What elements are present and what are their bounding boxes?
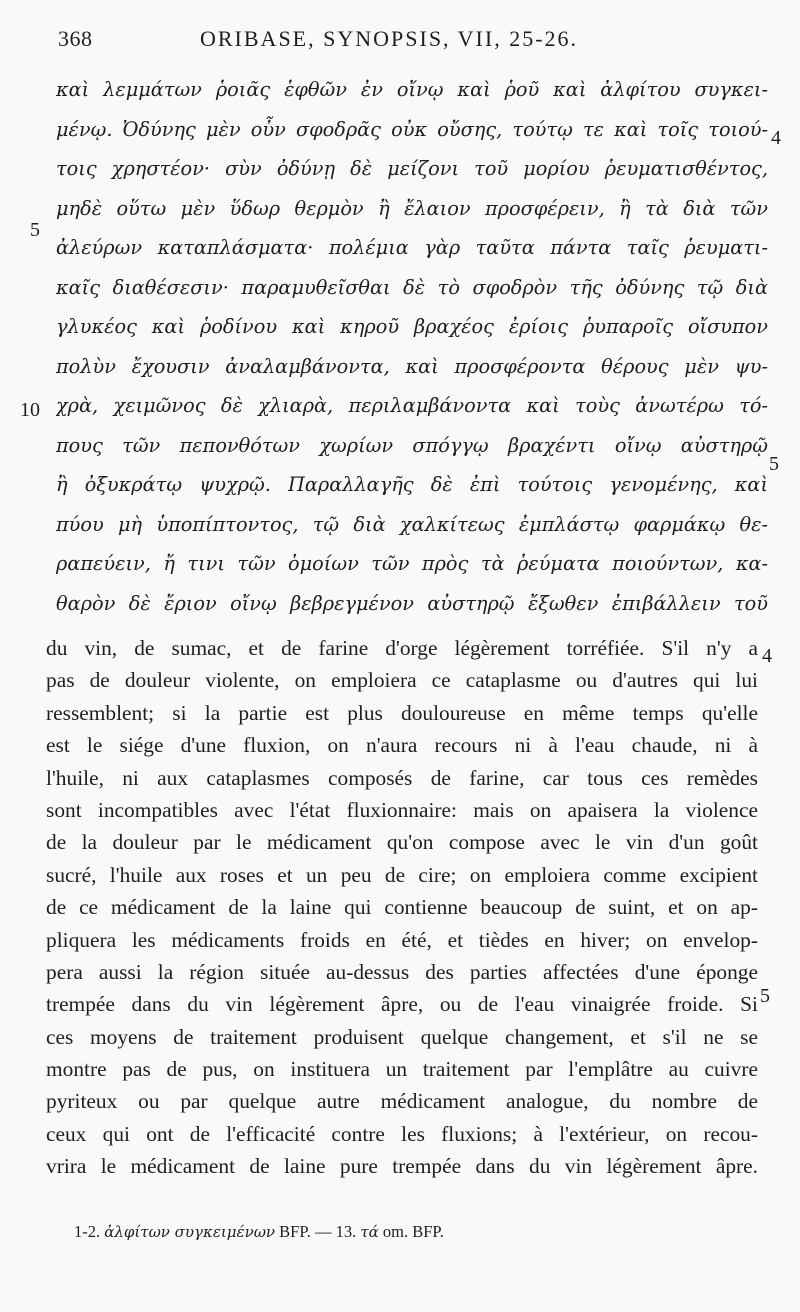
greek-line: γλυκέος καὶ ῥοδίνου καὶ κηροῦ βραχέος ἐρίοις ῥυπαροῖς οἴσυπον: [56, 315, 768, 338]
french-line: montre pas de pus, on instituera un traitement par l'emplâtre au cuivre: [46, 1057, 758, 1082]
greek-margin-section-number: 4: [771, 127, 781, 149]
greek-line: πύου μὴ ὑποπίπτοντος, τῷ διὰ χαλκίτεως ἐμπλάστῳ φαρμάκῳ θε-: [56, 512, 768, 536]
greek-line: χρὰ, χειμῶνος δὲ χλιαρὰ, περιλαμβάνοντα καὶ τοὺς ἀνωτέρω τό-: [56, 394, 768, 417]
greek-line: καῖς διαθέσεσιν· παραμυθεῖσθαι δὲ τὸ σφοδρὸν τῆς ὀδύνης τῷ διὰ: [56, 275, 768, 299]
greek-line: πολὺν ἔχουσιν ἀναλαμβάνοντα, καὶ προσφέροντα θέρους μὲν ψυ-: [56, 354, 768, 378]
running-header: [58, 24, 758, 58]
french-line: de la douleur par le médicament qu'on compose avec le vin d'un goût: [46, 830, 758, 855]
french-line: pliquera les médicaments froids en été, et tièdes en hiver; on envelop-: [46, 927, 758, 952]
french-line: sucré, l'huile aux roses et un peu de cire; on emploiera comme excipient: [46, 862, 758, 887]
greek-margin-section-number: 5: [769, 453, 779, 475]
french-translation-block: [46, 632, 758, 1183]
greek-line: ἢ ὀξυκράτῳ ψυχρῷ. Παραλλαγῆς δὲ ἐπὶ τούτοις γενομένης, καὶ: [56, 473, 768, 496]
footnote-greek: ἀλφίτων συγκειμένων: [104, 1223, 276, 1241]
french-line: du vin, de sumac, et de farine d'orge légèrement torréfiée. S'il n'y a: [46, 636, 758, 660]
french-margin-section-number: 5: [760, 985, 770, 1007]
greek-line: ἀλεύρων καταπλάσματα· πολέμια γὰρ ταῦτα πάντα ταῖς ῥευματι-: [56, 236, 768, 259]
french-line: pyriteux ou par quelque autre médicament analogue, du nombre de: [46, 1089, 758, 1114]
french-line: pera aussi la région située au-dessus des parties affectées d'une éponge: [46, 959, 758, 984]
footnote-sigla: BFP. —: [279, 1222, 332, 1241]
footnote-ref: 1-2.: [74, 1222, 101, 1241]
french-line: ressemblent; si la partie est plus douloureuse en même temps qu'elle: [46, 700, 758, 725]
greek-line: πους τῶν πεπονθότων χωρίων σπόγγῳ βραχέντι οἴνῳ αὐστηρῷ: [56, 433, 768, 457]
greek-text-block: [56, 70, 768, 623]
french-margin-section-number: 4: [762, 645, 772, 667]
french-line: l'huile, ni aux cataplasmes composés de farine, car tous ces remèdes: [46, 765, 758, 790]
french-line: ces moyens de traitement produisent quelque changement, et s'il ne se: [46, 1024, 758, 1049]
greek-line: καὶ λεμμάτων ῥοιᾶς ἑφθῶν ἐν οἴνῳ καὶ ῥοῦ καὶ ἀλφίτου συγκει-: [56, 78, 768, 101]
greek-line: τοις χρηστέον· σὺν ὀδύνῃ δὲ μείζονι τοῦ μορίου ῥευματισθέντος,: [56, 157, 768, 180]
running-title: ORIBASE, SYNOPSIS, VII, 25-26.: [200, 26, 579, 51]
french-line: ceux qui ont de l'efficacité contre les fluxions; à l'extérieur, on recou-: [46, 1121, 758, 1146]
french-line: vrira le médicament de laine pure trempée dans du vin légèrement âpre.: [46, 1154, 758, 1179]
greek-line: μένῳ. Ὀδύνης μὲν οὖν σφοδρᾶς οὐκ οὔσης, τούτῳ τε καὶ τοῖς τοιού-: [56, 117, 768, 141]
greek-margin-line-number: 10: [20, 399, 40, 421]
french-line: sont incompatibles avec l'état fluxionnaire: mais on apaisera la violence: [46, 797, 758, 822]
greek-margin-line-number: 5: [30, 219, 40, 241]
french-line: de ce médicament de la laine qui contienne beaucoup de suint, et on ap-: [46, 895, 758, 920]
footnote-sigla: om. BFP.: [382, 1222, 444, 1241]
page-number: 368: [58, 26, 93, 51]
footnote-greek: τά: [360, 1223, 379, 1241]
footnote-apparatus: [74, 1222, 674, 1242]
french-line: pas de douleur violente, on emploiera ce cataplasme ou d'autres qui lui: [46, 668, 758, 693]
french-line: est le siége d'une fluxion, on n'aura recours ni à l'eau chaude, ni à: [46, 733, 758, 758]
greek-line: μηδὲ οὕτω μὲν ὕδωρ θερμὸν ἢ ἔλαιον προσφέρειν, ἢ τὰ διὰ τῶν: [56, 196, 768, 220]
greek-line: ραπεύειν, ἤ τινι τῶν ὁμοίων τῶν πρὸς τὰ ῥεύματα ποιούντων, κα-: [56, 552, 768, 575]
footnote-ref: 13.: [335, 1222, 357, 1241]
french-line: trempée dans du vin légèrement âpre, ou de l'eau vinaigrée froide. Si: [46, 992, 758, 1017]
greek-line: θαρὸν δὲ ἔριον οἴνῳ βεβρεγμένον αὐστηρῷ ἔξωθεν ἐπιβάλλειν τοῦ: [56, 591, 768, 615]
